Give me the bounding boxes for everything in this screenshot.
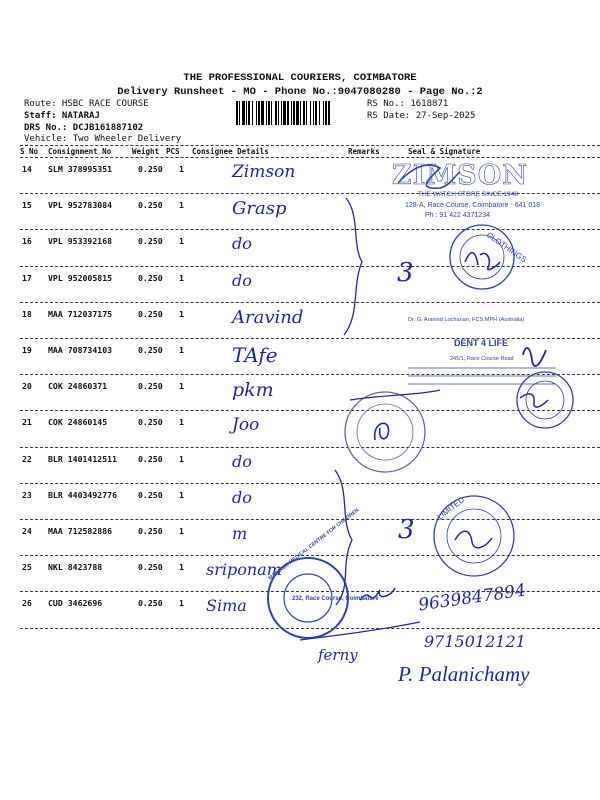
dent-address: 245/1, Race Course Road: [450, 356, 514, 362]
row-consignment-no: VPL 952783084: [48, 200, 113, 211]
row-pcs: 1: [179, 489, 184, 500]
clothings-label: CLOTHINGS: [484, 230, 529, 265]
col-consignment: Consignment No: [48, 147, 112, 156]
row-weight: 0.250: [138, 236, 163, 247]
row-weight: 0.250: [138, 381, 163, 392]
row-pcs: 1: [179, 562, 184, 573]
row-weight: 0.250: [138, 489, 163, 500]
handwritten-ferny: ferny: [318, 646, 358, 664]
row-pcs: 1: [179, 345, 184, 355]
row-pcs: 1: [179, 236, 184, 247]
row-sno: 26: [22, 598, 32, 609]
row-consignment-no: CUD 3462696: [48, 598, 103, 609]
row-weight: 0.250: [138, 453, 163, 464]
limited-signature: [455, 531, 492, 548]
gce-signature: [520, 394, 548, 407]
row-consignment-no: MAA 712037175: [48, 308, 113, 319]
row-sno: 17: [22, 272, 32, 283]
handwritten-phone-1: 9639847894: [417, 580, 528, 616]
dent-title: DENT 4 LIFE: [454, 338, 509, 348]
row-sno: 25: [22, 562, 32, 573]
receiver-signature: P. Palanichamy: [398, 662, 530, 686]
limited-label: LIMITED: [435, 495, 467, 522]
row-sno: 24: [22, 526, 32, 536]
row-consignee-handwritten: do: [232, 234, 252, 254]
handwritten-phone-2: 9715012121: [424, 632, 526, 651]
dent-signature: [523, 348, 546, 366]
row-pcs: 1: [179, 308, 184, 319]
row-consignee-handwritten: m: [232, 524, 248, 543]
rs-number: RS No.: 1618871: [367, 99, 449, 109]
row-pcs: 1: [179, 453, 184, 464]
row-weight: 0.250: [138, 562, 163, 573]
row-sno: 15: [22, 200, 32, 211]
row-consignment-no: SLM 378995351: [48, 164, 113, 174]
doctor-name: Dr. G. Aravind Lochanan, FCS,MPH (Australia): [408, 317, 525, 323]
clothings-stamp: [450, 225, 514, 289]
row-consignment-no: COK 24860145: [48, 417, 108, 428]
col-seal: Seal & Signature: [408, 147, 481, 156]
row-sno: 23: [22, 489, 32, 500]
row-consignee-handwritten: Sima: [206, 596, 247, 616]
row-consignment-no: BLR 1401412511: [48, 453, 118, 464]
row-consignee-handwritten: sriponam: [206, 560, 282, 580]
col-weight: Weight: [132, 147, 160, 156]
medical-centre-address: 232, Race Course, Coimbatore: [292, 596, 379, 602]
purple-round-stamp-1: [345, 392, 425, 472]
row-sno: 18: [22, 308, 32, 319]
zimson-tagline: THE WATCH STORE SINCE 1948: [418, 191, 518, 198]
bracket-rows-15-18: [344, 198, 362, 335]
col-remarks: Remarks: [348, 147, 380, 156]
purple-stamp-signature: [375, 423, 389, 440]
route-label: Route: HSBC RACE COURSE: [24, 99, 149, 109]
row-pcs: 1: [179, 381, 184, 392]
row-consignee-handwritten: do: [232, 270, 252, 290]
row-pcs: 1: [179, 526, 184, 536]
row-consignee-handwritten: Zimson: [232, 162, 296, 182]
row-pcs: 1: [179, 598, 184, 609]
staff-label: Staff: NATARAJ: [24, 111, 100, 121]
runsheet-subtitle: Delivery Runsheet - MO - Phone No.:9047080280 - Page No.:2: [117, 86, 483, 98]
row-consignment-no: VPL 952005815: [48, 272, 113, 283]
row-consignee-handwritten: Joo: [232, 415, 260, 436]
row-consignee-handwritten: do: [232, 451, 252, 471]
row-sno: 21: [22, 417, 32, 428]
row-weight: 0.250: [138, 345, 163, 355]
row-consignment-no: VPL 953392168: [48, 236, 113, 247]
drs-number: DRS No.: DCJB161887102: [24, 123, 144, 133]
row-pcs: 1: [179, 417, 184, 428]
zimson-phone: Ph : 91 422 4371234: [425, 212, 491, 219]
col-sno: S No: [20, 147, 39, 156]
clothings-signature: [465, 253, 500, 270]
row-consignment-no: NKL 8423788: [48, 562, 103, 573]
row-consignee-handwritten: Aravind: [232, 306, 304, 328]
gce-round-stamp: [517, 372, 573, 428]
row-sno: 20: [22, 381, 32, 392]
zimson-brand: ZIMSON: [392, 160, 528, 191]
zimson-address: 128-A, Race Course, Coimbatore - 641 018: [405, 202, 541, 209]
row-consignee-handwritten: do: [232, 487, 252, 507]
row-weight: 0.250: [138, 598, 163, 609]
connector-stroke-3: [300, 622, 420, 640]
row-sno: 16: [22, 236, 32, 247]
row-weight: 0.250: [138, 164, 163, 174]
medical-centre-name: MASONIC MEDICAL CENTRE FOR CHILDREN: [267, 507, 361, 582]
bracket-rows-21-24: [335, 470, 352, 605]
row-consignment-no: MAA 712582886: [48, 526, 113, 536]
remark-count-b: 3: [398, 515, 415, 545]
row-sno: 19: [22, 345, 32, 355]
row-weight: 0.250: [138, 308, 163, 319]
col-pcs: PCS: [166, 147, 180, 156]
row-sno: 22: [22, 453, 32, 464]
company-title: THE PROFESSIONAL COURIERS, COIMBATORE: [183, 72, 417, 84]
remark-count-a: 3: [397, 258, 414, 288]
row-pcs: 1: [179, 164, 184, 174]
row-consignment-no: BLR 4403492776: [48, 489, 118, 500]
row-consignment-no: COK 24860371: [48, 381, 108, 392]
row-consignee-handwritten: Grasp: [232, 198, 287, 220]
vehicle-label: Vehicle: Two Wheeler Delivery: [24, 134, 182, 144]
row-consignment-no: MAA 708734103: [48, 345, 113, 355]
row-weight: 0.250: [138, 200, 163, 211]
row-weight: 0.250: [138, 272, 163, 283]
row-weight: 0.250: [138, 526, 163, 536]
row-weight: 0.250: [138, 417, 163, 428]
row-pcs: 1: [179, 272, 184, 283]
connector-stroke-1: [350, 390, 440, 400]
rs-date: RS Date: 27-Sep-2025: [367, 111, 476, 121]
row-consignee-handwritten: pkm: [232, 379, 274, 402]
row-pcs: 1: [179, 200, 184, 211]
row-consignee-handwritten: TAfe: [232, 343, 278, 367]
row-sno: 14: [22, 164, 32, 174]
col-consignee: Consignee Details: [192, 147, 269, 156]
